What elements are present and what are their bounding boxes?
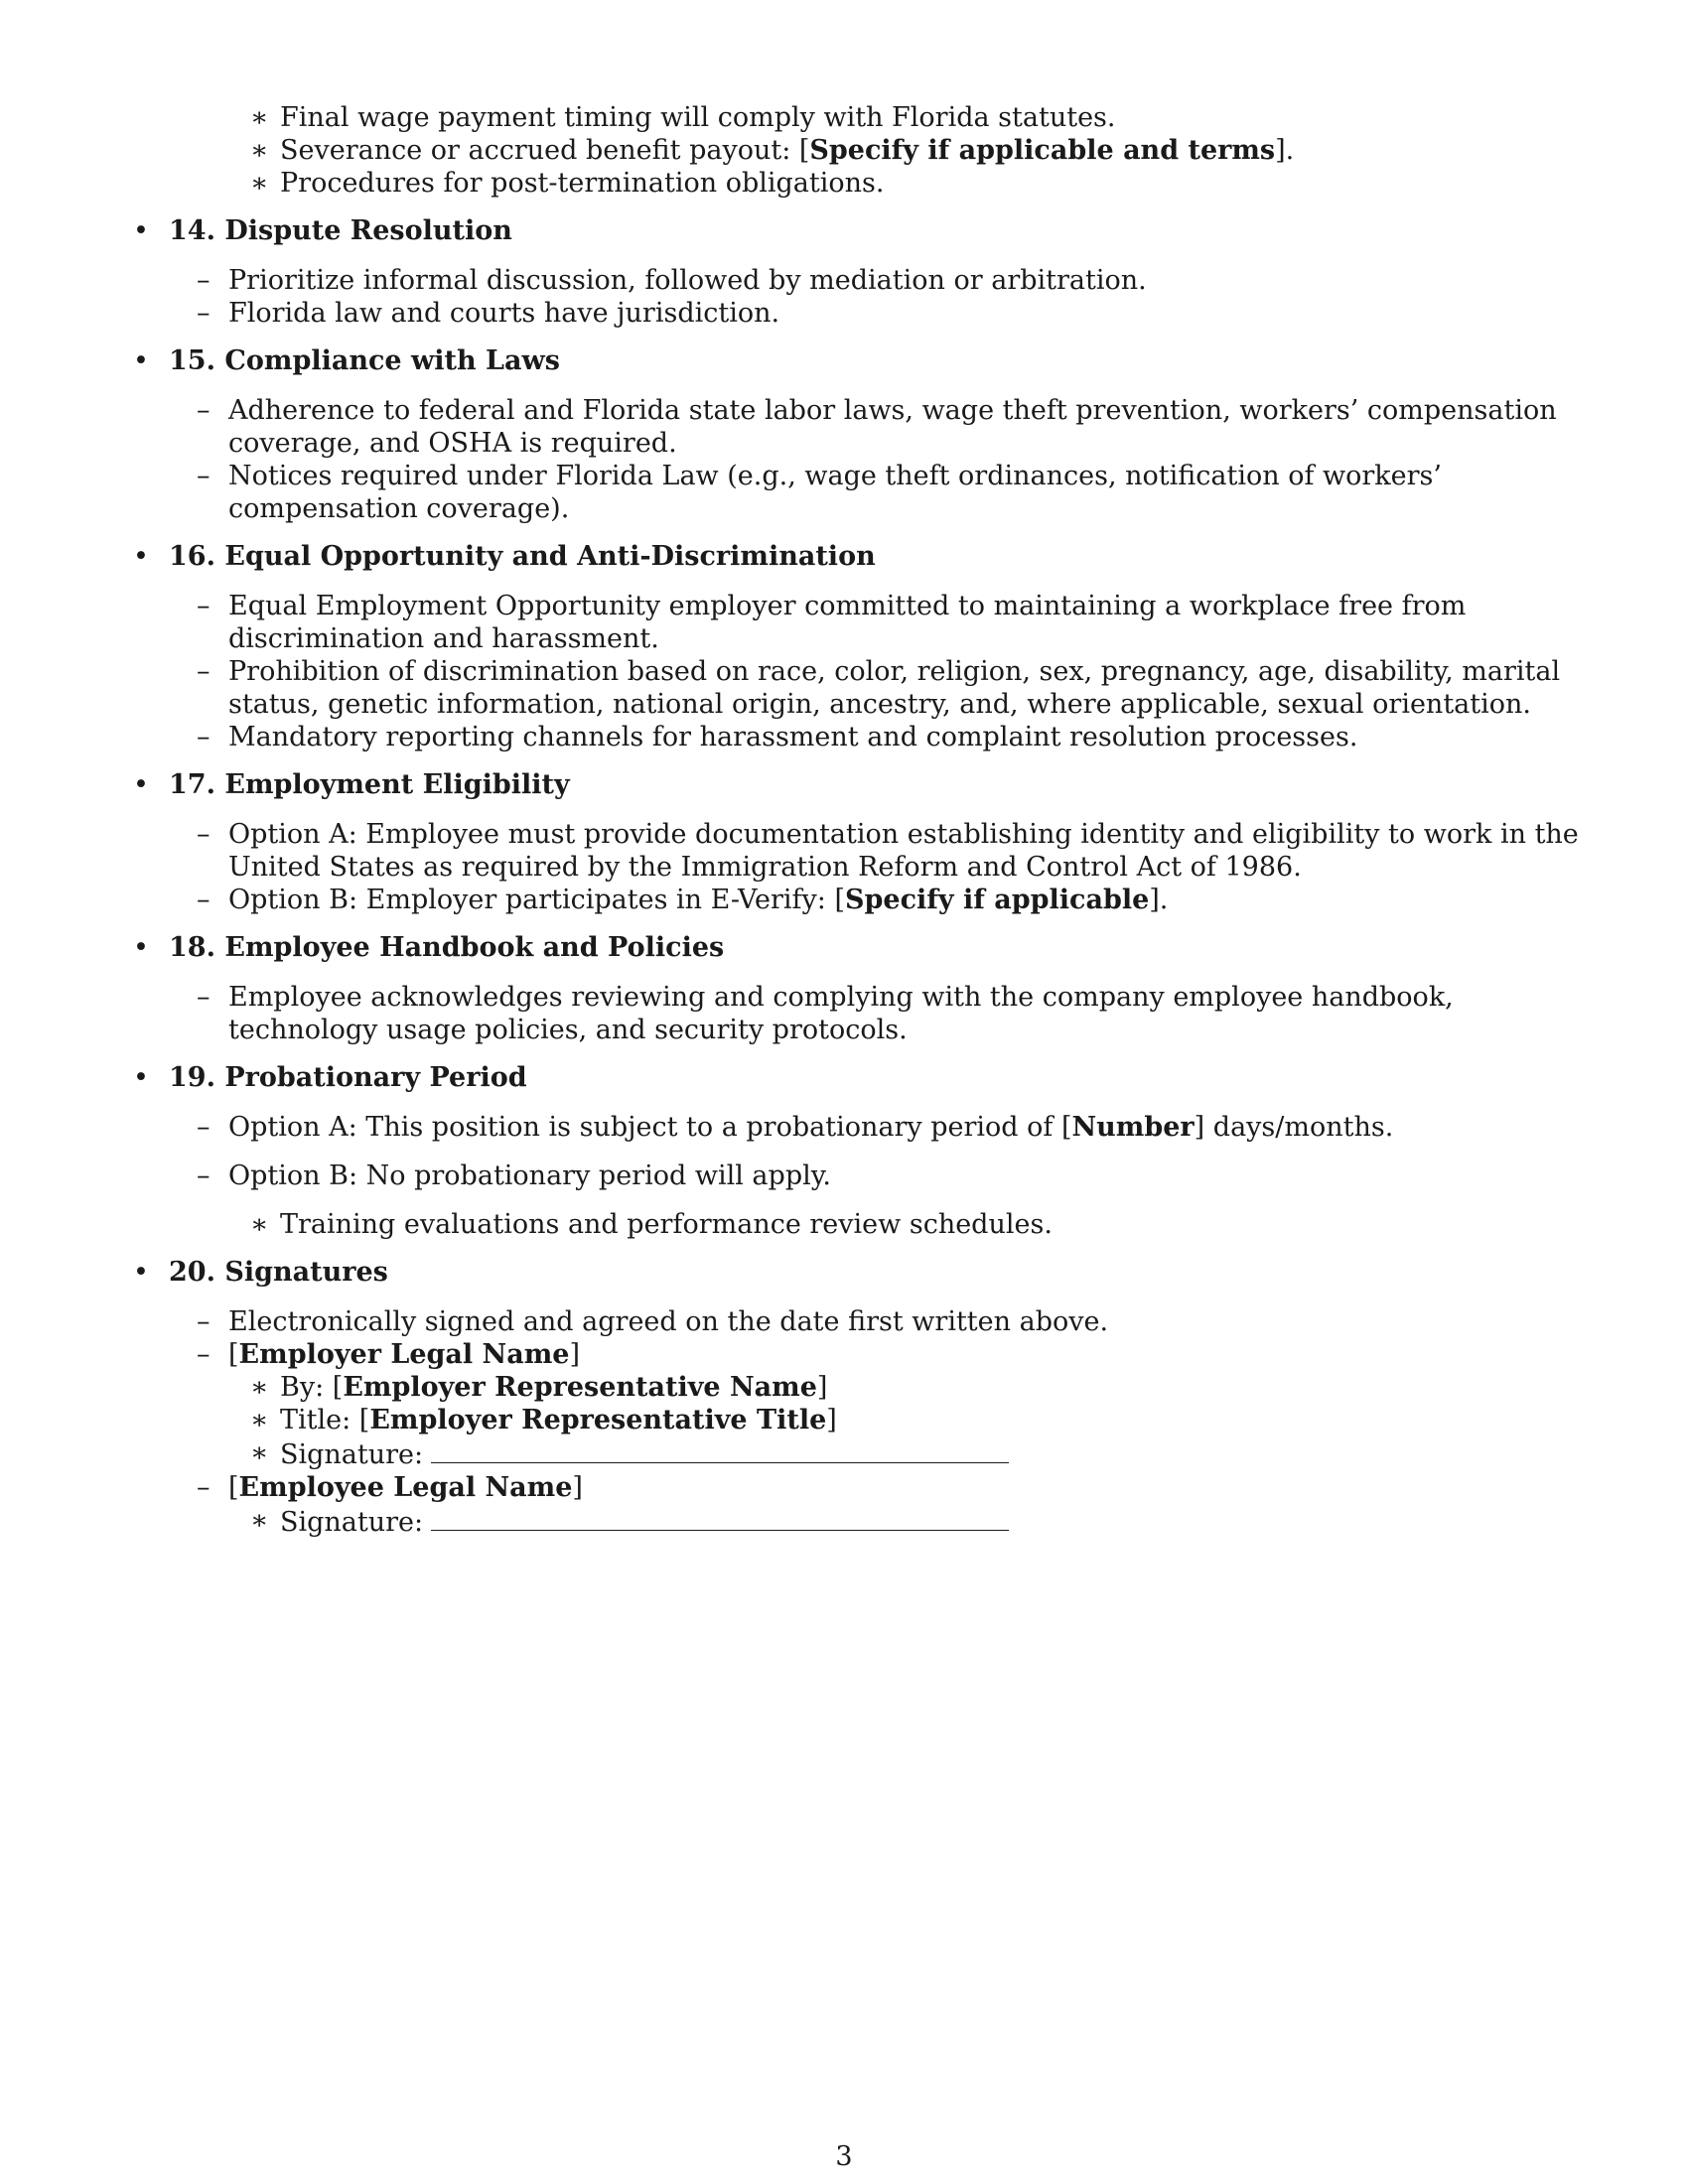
dash-bullet-icon: – bbox=[197, 1160, 211, 1191]
list-item: – Option B: No probationary period will apply. bbox=[197, 1160, 831, 1191]
employee-signature-line[interactable] bbox=[431, 1504, 1009, 1531]
list-item: – Equal Employment Opportunity employer committed to maintaining a workplace free from discrimination and harassment. bbox=[197, 591, 1467, 654]
section-heading: • 17. Employment Eligibility bbox=[133, 769, 570, 800]
asterisk-bullet-icon: ∗ bbox=[250, 1372, 269, 1403]
bullet-icon: • bbox=[133, 769, 149, 800]
dash-bullet-icon: – bbox=[197, 1112, 211, 1143]
asterisk-bullet-icon: ∗ bbox=[250, 168, 269, 199]
list-item: ∗ Final wage payment timing will comply with Florida statutes. bbox=[250, 102, 1116, 133]
asterisk-bullet-icon: ∗ bbox=[250, 1405, 269, 1435]
list-item: – Mandatory reporting channels for harassment and complaint resolution processes. bbox=[197, 722, 1358, 752]
list-item: – Prohibition of discrimination based on race, color, religion, sex, pregnancy, age, disability, marital status, genetic information, national origin, ancestry, and, where applicable, sexual orientation. bbox=[197, 656, 1561, 720]
list-item: – [Employee Legal Name] bbox=[197, 1472, 583, 1503]
list-item: ∗ Title: [Employer Representative Title] bbox=[250, 1405, 837, 1435]
list-item: ∗ Severance or accrued benefit payout: [Specify if applicable and terms]. bbox=[250, 135, 1295, 166]
employer-signature-line[interactable] bbox=[431, 1436, 1009, 1463]
dash-bullet-icon: – bbox=[197, 1339, 211, 1370]
bullet-icon: • bbox=[133, 541, 149, 572]
asterisk-bullet-icon: ∗ bbox=[250, 1505, 269, 1536]
section-heading: • 20. Signatures bbox=[133, 1257, 388, 1288]
list-item: ∗ Signature: bbox=[133, 1504, 1589, 1539]
section-heading: • 16. Equal Opportunity and Anti-Discrimination bbox=[133, 541, 876, 572]
page-number: 3 bbox=[835, 2141, 853, 2172]
document-body bbox=[133, 101, 1589, 1539]
list-item: ∗ Signature: bbox=[133, 1436, 1589, 1471]
section-heading: • 14. Dispute Resolution bbox=[133, 215, 512, 246]
list-item: – Florida law and courts have jurisdiction. bbox=[197, 298, 780, 329]
list-item: – Option A: This position is subject to a probationary period of [Number] days/months. bbox=[197, 1112, 1394, 1143]
section-heading: • 19. Probationary Period bbox=[133, 1062, 527, 1093]
dash-bullet-icon: – bbox=[197, 819, 211, 850]
dash-bullet-icon: – bbox=[197, 591, 211, 621]
section-heading: • 18. Employee Handbook and Policies bbox=[133, 932, 725, 963]
list-item: – [Employer Legal Name] bbox=[197, 1339, 580, 1370]
dash-bullet-icon: – bbox=[197, 461, 211, 491]
section-heading: • 15. Compliance with Laws bbox=[133, 345, 560, 376]
dash-bullet-icon: – bbox=[197, 298, 211, 329]
dash-bullet-icon: – bbox=[197, 265, 211, 296]
list-item: ∗ Training evaluations and performance review schedules. bbox=[250, 1209, 1053, 1240]
bullet-icon: • bbox=[133, 1257, 149, 1288]
list-item: ∗ By: [Employer Representative Name] bbox=[250, 1372, 828, 1403]
dash-bullet-icon: – bbox=[197, 395, 211, 426]
list-item: – Prioritize informal discussion, followed by mediation or arbitration. bbox=[197, 265, 1147, 296]
dash-bullet-icon: – bbox=[197, 722, 211, 752]
list-item: – Notices required under Florida Law (e.g., wage theft ordinances, notification of workers’ compensation coverage). bbox=[197, 461, 1442, 524]
dash-bullet-icon: – bbox=[197, 1472, 211, 1503]
list-item: – Employee acknowledges reviewing and complying with the company employee handbook, technology usage policies, and security protocols. bbox=[197, 982, 1454, 1045]
asterisk-bullet-icon: ∗ bbox=[250, 135, 269, 166]
dash-bullet-icon: – bbox=[197, 982, 211, 1013]
asterisk-bullet-icon: ∗ bbox=[250, 102, 269, 133]
asterisk-bullet-icon: ∗ bbox=[250, 1437, 269, 1468]
list-item: – Electronically signed and agreed on the date first written above. bbox=[197, 1306, 1109, 1337]
dash-bullet-icon: – bbox=[197, 885, 211, 915]
dash-bullet-icon: – bbox=[197, 656, 211, 687]
bullet-icon: • bbox=[133, 932, 149, 963]
list-item: – Option B: Employer participates in E-Verify: [Specify if applicable]. bbox=[197, 885, 1169, 915]
bullet-icon: • bbox=[133, 345, 149, 376]
list-item: – Option A: Employee must provide documentation establishing identity and eligibility to work in the United States as required by the Immigration Reform and Control Act of 1986. bbox=[197, 819, 1579, 883]
list-item: ∗ Procedures for post-termination obligations. bbox=[250, 168, 885, 199]
asterisk-bullet-icon: ∗ bbox=[250, 1209, 269, 1240]
dash-bullet-icon: – bbox=[197, 1306, 211, 1337]
list-item: – Adherence to federal and Florida state labor laws, wage theft prevention, workers’ compensation coverage, and OSHA is required. bbox=[197, 395, 1557, 459]
bullet-icon: • bbox=[133, 1062, 149, 1093]
bullet-icon: • bbox=[133, 215, 149, 246]
